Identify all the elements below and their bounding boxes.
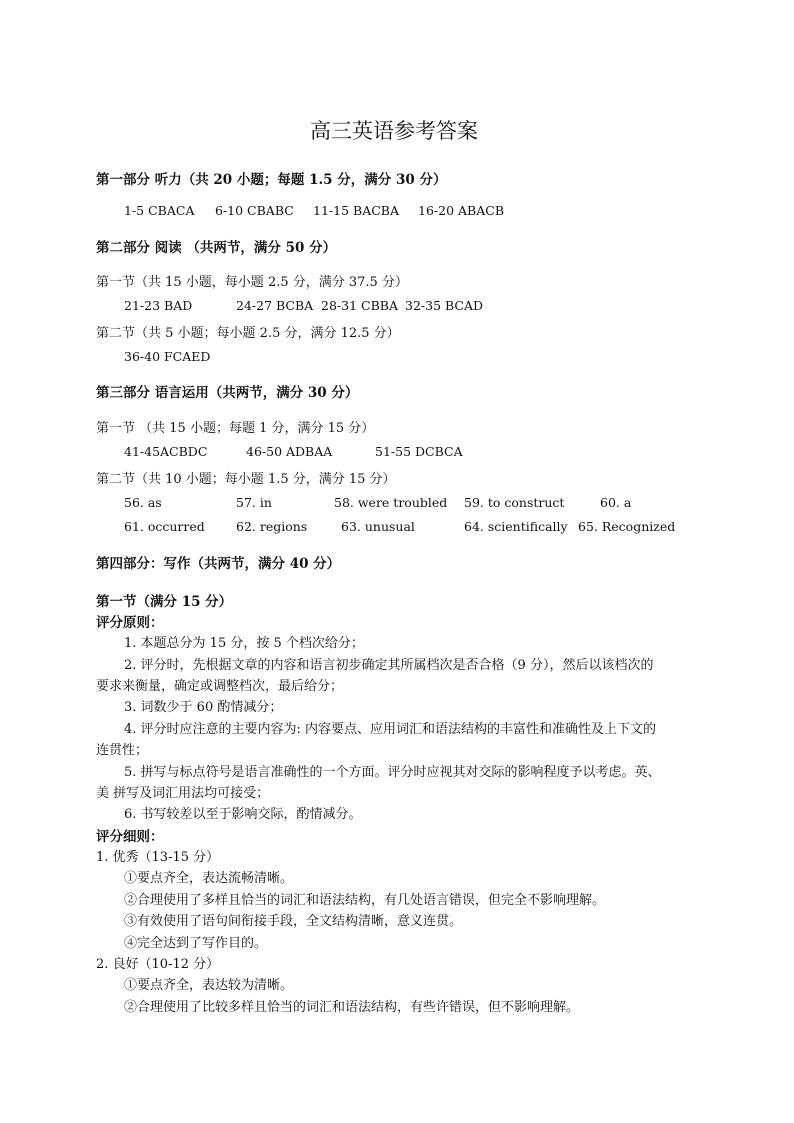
part3-section2-heading: 第二节（共 10 小题；每小题 1.5 分，满分 15 分）: [96, 472, 396, 487]
principle-line: 6. 书写较差以至于影响交际，酌情减分。: [124, 807, 362, 822]
answer-item: 64. scientifically: [464, 519, 568, 534]
answer-group: 16-20 ABACB: [418, 203, 504, 218]
answer-item: 58. were troubled: [334, 495, 448, 510]
part3-section1-heading: 第一节 （共 15 小题；每题 1 分，满分 15 分）: [96, 421, 375, 436]
answer-group: 41-45ACBDC: [124, 444, 208, 459]
part2-section1-heading: 第一节（共 15 小题，每小题 2.5 分，满分 37.5 分）: [96, 275, 408, 290]
principle-line: 1. 本题总分为 15 分，按 5 个档次给分；: [124, 636, 364, 651]
answer-group: 28-31 CBBA: [321, 298, 398, 313]
part2-section2-heading: 第二节（共 5 小题；每小题 2.5 分，满分 12.5 分）: [96, 326, 400, 341]
level2-heading: 2. 良好（10-12 分）: [96, 957, 220, 972]
part4-section1-heading: 第一节（满分 15 分）: [96, 594, 233, 610]
answer-group: 1-5 CBACA: [124, 203, 195, 218]
answer-item: 59. to construct: [464, 495, 565, 510]
part2-heading: 第二部分 阅读 （共两节，满分 50 分）: [96, 240, 337, 256]
answer-item: 56. as: [124, 495, 162, 510]
criteria-item: ②合理使用了多样且恰当的词汇和语法结构，有几处语言错误，但完全不影响理解。: [124, 893, 606, 908]
answer-item: 65. Recognized: [578, 519, 676, 534]
principle-line: 美 拼写及词汇用法均可接受；: [96, 786, 270, 801]
answer-group: 46-50 ADBAA: [246, 444, 333, 459]
page-title: 高三英语参考答案: [310, 119, 478, 143]
answer-group: 24-27 BCBA: [236, 298, 314, 313]
answer-item: 60. a: [600, 495, 632, 510]
level1-heading: 1. 优秀（13-15 分）: [96, 850, 220, 865]
criteria-item: ①要点齐全，表达较为清晰。: [124, 978, 294, 993]
principles-heading: 评分原则：: [96, 615, 164, 631]
criteria-item: ②合理使用了比较多样且恰当的词汇和语法结构，有些许错误，但不影响理解。: [124, 1000, 580, 1015]
answer-group: 6-10 CBABC: [215, 203, 294, 218]
answer-item: 61. occurred: [124, 519, 205, 534]
principle-line: 5. 拼写与标点符号是语言准确性的一个方面。评分时应视其对交际的影响程度予以考虑。英、: [124, 765, 661, 780]
criteria-item: ①要点齐全，表达流畅清晰。: [124, 871, 294, 886]
answer-group: 51-55 DCBCA: [375, 444, 463, 459]
principle-line: 2. 评分时，先根据文章的内容和语言初步确定其所属档次是否合格（9 分），然后以该档次的: [124, 658, 654, 673]
principle-line: 4. 评分时应注意的主要内容为: 内容要点、应用词汇和语法结构的丰富性和准确性及上下文的: [124, 722, 657, 737]
principle-line: 要求来衡量，确定或调整档次，最后给分；: [96, 679, 344, 694]
principle-line: 连贯性；: [96, 743, 149, 758]
answer-group: 11-15 BACBA: [313, 203, 399, 218]
criteria-item: ④完全达到了写作目的。: [124, 936, 268, 951]
criteria-item: ③有效使用了语句间衔接手段，全文结构清晰，意义连贯。: [124, 914, 463, 929]
answer-item: 62. regions: [236, 519, 308, 534]
part4-heading: 第四部分：写作（共两节，满分 40 分）: [96, 556, 341, 572]
answer-group: 21-23 BAD: [124, 298, 193, 313]
principle-line: 3. 词数少于 60 酌情减分；: [124, 700, 283, 715]
answer-item: 63. unusual: [341, 519, 415, 534]
answer-group: 36-40 FCAED: [124, 349, 211, 364]
part1-heading: 第一部分 听力（共 20 小题；每题 1.5 分，满分 30 分）: [96, 172, 447, 188]
answer-group: 32-35 BCAD: [405, 298, 484, 313]
answer-item: 57. in: [236, 495, 272, 510]
part3-heading: 第三部分 语言运用（共两节，满分 30 分）: [96, 385, 359, 401]
details-heading: 评分细则：: [96, 829, 164, 845]
